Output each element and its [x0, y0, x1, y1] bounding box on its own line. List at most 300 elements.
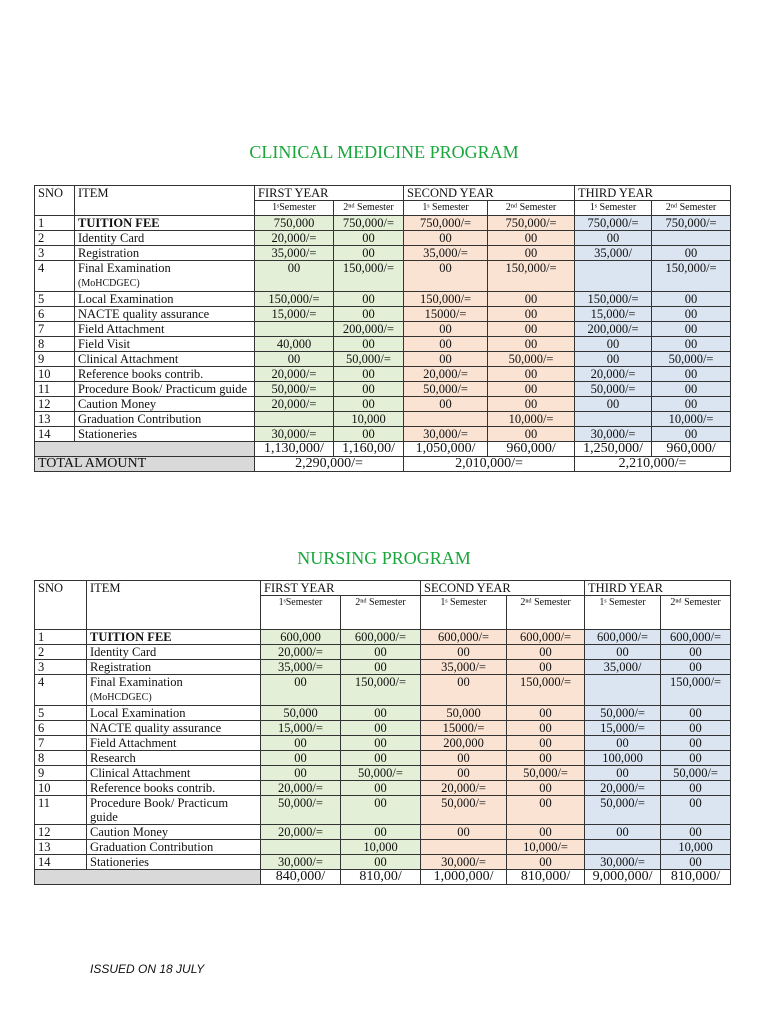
fee-cell: 20,000/=: [575, 367, 652, 382]
fee-cell: 00: [488, 367, 575, 382]
row-sno: 9: [35, 766, 87, 781]
row-sno: 3: [35, 660, 87, 675]
total-amount-label: TOTAL AMOUNT: [35, 457, 255, 472]
row-sno: 11: [35, 382, 75, 397]
fee-cell: 20,000/=: [255, 367, 334, 382]
fee-cell: 00: [341, 855, 421, 870]
fee-cell: 00: [334, 292, 404, 307]
fee-cell: 00: [661, 736, 731, 751]
fee-cell: 600,000/=: [421, 630, 507, 645]
subtotal-cell: 1,160,00/: [334, 442, 404, 457]
table-row: [35, 307, 731, 322]
row-item: [87, 736, 261, 751]
fee-cell: 50,000/=: [334, 352, 404, 367]
header-year2-sem2: 2ⁿᵈ Semester: [488, 201, 575, 216]
total-first-year: 2,290,000/=: [255, 457, 404, 472]
fee-cell: 00: [421, 825, 507, 840]
row-item-label: Reference books contrib.: [90, 781, 216, 795]
row-item: [87, 825, 261, 840]
row-sno: 4: [35, 261, 75, 292]
subtotal-cell: 1,130,000/: [255, 442, 334, 457]
fee-cell: 00: [652, 367, 731, 382]
row-item-label: Identity Card: [78, 231, 145, 245]
row-sno: 8: [35, 337, 75, 352]
row-item: [75, 397, 255, 412]
fee-cell: 00: [652, 246, 731, 261]
fee-cell: 00: [421, 675, 507, 706]
fee-cell: 00: [661, 751, 731, 766]
row-item: [87, 855, 261, 870]
row-item: [75, 412, 255, 427]
fee-cell: 00: [507, 645, 585, 660]
header-year3-sem2: 2ⁿᵈ Semester: [661, 596, 731, 630]
subtotal-cell: 960,000/: [652, 442, 731, 457]
fee-cell: 00: [341, 721, 421, 736]
fee-cell: 00: [488, 337, 575, 352]
table-row: [35, 825, 731, 840]
fee-cell: 50,000/=: [585, 796, 661, 825]
fee-cell: 00: [261, 766, 341, 781]
table-row: [35, 292, 731, 307]
subtotal-cell: 840,000/: [261, 870, 341, 885]
fee-cell: 00: [334, 382, 404, 397]
subtotal-row: [35, 870, 731, 885]
fee-cell: 50,000/=: [661, 766, 731, 781]
fee-cell: 20,000/=: [421, 781, 507, 796]
total-row: [35, 457, 731, 472]
fee-cell: 00: [661, 721, 731, 736]
fee-cell: 00: [507, 781, 585, 796]
row-item-label: Field Attachment: [90, 736, 177, 750]
subtotal-cell: 1,050,000/: [404, 442, 488, 457]
fee-cell: 00: [661, 825, 731, 840]
fee-cell: 50,000/=: [255, 382, 334, 397]
fee-cell: 30,000/=: [575, 427, 652, 442]
fee-cell: 00: [404, 231, 488, 246]
fee-cell: 00: [652, 427, 731, 442]
fee-cell: 00: [507, 825, 585, 840]
subtotal-cell: 1,250,000/: [575, 442, 652, 457]
fee-cell: 00: [341, 796, 421, 825]
row-sno: 1: [35, 216, 75, 231]
row-item-label: Local Examination: [78, 292, 174, 306]
row-item: [87, 660, 261, 675]
fee-cell: 15,000/=: [255, 307, 334, 322]
header-item: ITEM: [87, 581, 261, 630]
row-item: [75, 307, 255, 322]
fee-cell: 00: [488, 307, 575, 322]
fee-cell: 50,000/=: [507, 766, 585, 781]
fee-cell: 00: [255, 352, 334, 367]
row-sno: 4: [35, 675, 87, 706]
fee-cell: 00: [334, 307, 404, 322]
fee-cell: 20,000/=: [261, 825, 341, 840]
table-row: [35, 397, 731, 412]
row-item-label: Clinical Attachment: [78, 352, 179, 366]
fee-cell: 50,000/=: [575, 382, 652, 397]
fee-cell: 35,000/=: [261, 660, 341, 675]
fee-cell: 00: [404, 322, 488, 337]
header-year2-sem2: 2ⁿᵈ Semester: [507, 596, 585, 630]
fee-cell: 00: [661, 781, 731, 796]
subtotal-cell: 1,000,000/: [421, 870, 507, 885]
fee-cell: 00: [341, 781, 421, 796]
header-row-years: [35, 581, 731, 596]
fee-cell: 30,000/=: [404, 427, 488, 442]
fee-cell: 20,000/=: [255, 397, 334, 412]
row-item-label: Caution Money: [78, 397, 157, 411]
clinical-fee-table: [34, 185, 731, 472]
header-first-year: FIRST YEAR: [261, 581, 421, 596]
fee-cell: 150,000/=: [341, 675, 421, 706]
fee-cell: 600,000/=: [341, 630, 421, 645]
fee-cell: 750,000: [255, 216, 334, 231]
fee-cell: 30,000/=: [261, 855, 341, 870]
table-row: [35, 382, 731, 397]
table-row: [35, 766, 731, 781]
row-item-label: Field Attachment: [78, 322, 165, 336]
fee-cell: 15000/=: [404, 307, 488, 322]
row-sno: 7: [35, 322, 75, 337]
row-item-label: Local Examination: [90, 706, 186, 720]
fee-cell: 50,000/=: [488, 352, 575, 367]
row-sno: 5: [35, 706, 87, 721]
fee-cell: 50,000/=: [585, 706, 661, 721]
fee-cell: 00: [575, 231, 652, 246]
fee-cell: 00: [404, 397, 488, 412]
row-item-label: TUITION FEE: [78, 216, 160, 230]
fee-cell: 00: [488, 231, 575, 246]
header-year3-sem1: 1ˢ Semester: [575, 201, 652, 216]
subtotal-cell: 960,000/: [488, 442, 575, 457]
fee-cell: 15,000/=: [261, 721, 341, 736]
row-sno: 6: [35, 307, 75, 322]
table-row: [35, 645, 731, 660]
fee-cell: 20,000/=: [261, 781, 341, 796]
row-sno: 2: [35, 645, 87, 660]
subtotal-cell: 810,000/: [661, 870, 731, 885]
row-item-sublabel: (MoHCDGEC): [90, 692, 152, 703]
fee-cell: [261, 840, 341, 855]
row-item-label: Field Visit: [78, 337, 131, 351]
subtotal-cell: 9,000,000/: [585, 870, 661, 885]
table-row: [35, 630, 731, 645]
fee-cell: 00: [652, 307, 731, 322]
fee-cell: [652, 231, 731, 246]
fee-cell: 00: [341, 660, 421, 675]
row-sno: 8: [35, 751, 87, 766]
table-row: [35, 427, 731, 442]
fee-cell: 750,000/=: [652, 216, 731, 231]
row-sno: 7: [35, 736, 87, 751]
fee-cell: 50,000: [421, 706, 507, 721]
fee-cell: 00: [334, 231, 404, 246]
row-item: [87, 751, 261, 766]
table-row: [35, 322, 731, 337]
subtotal-label-cell: [35, 870, 261, 885]
fee-cell: 00: [575, 352, 652, 367]
fee-cell: [255, 412, 334, 427]
fee-cell: 30,000/=: [585, 855, 661, 870]
fee-cell: 750,000/=: [404, 216, 488, 231]
fee-cell: 150,000/=: [575, 292, 652, 307]
fee-cell: 50,000/=: [261, 796, 341, 825]
fee-cell: 00: [652, 322, 731, 337]
fee-cell: 00: [404, 261, 488, 292]
table-row: [35, 721, 731, 736]
fee-cell: 35,000/=: [404, 246, 488, 261]
fee-cell: 10,000: [341, 840, 421, 855]
table-row: [35, 337, 731, 352]
fee-cell: 35,000/: [585, 660, 661, 675]
fee-cell: 00: [488, 292, 575, 307]
fee-cell: 750,000/=: [334, 216, 404, 231]
fee-cell: 15000/=: [421, 721, 507, 736]
header-row-years: [35, 186, 731, 201]
fee-cell: 00: [488, 382, 575, 397]
fee-cell: 20,000/=: [404, 367, 488, 382]
table-row: [35, 840, 731, 855]
fee-cell: 00: [575, 337, 652, 352]
row-item-label: Clinical Attachment: [90, 766, 191, 780]
fee-cell: 00: [404, 352, 488, 367]
row-item: [87, 721, 261, 736]
fee-cell: 00: [334, 367, 404, 382]
fee-cell: 200,000/=: [334, 322, 404, 337]
fee-cell: 00: [421, 645, 507, 660]
table-row: [35, 231, 731, 246]
row-sno: 12: [35, 397, 75, 412]
fee-cell: [575, 261, 652, 292]
fee-cell: 00: [507, 796, 585, 825]
row-item: [87, 840, 261, 855]
fee-cell: 00: [334, 427, 404, 442]
row-item: [75, 382, 255, 397]
fee-cell: 00: [661, 645, 731, 660]
fee-cell: 00: [507, 855, 585, 870]
fee-cell: 50,000: [261, 706, 341, 721]
fee-cell: 30,000/=: [421, 855, 507, 870]
fee-cell: 00: [575, 397, 652, 412]
fee-cell: [404, 412, 488, 427]
fee-cell: 00: [341, 751, 421, 766]
fee-cell: 00: [507, 751, 585, 766]
row-sno: 9: [35, 352, 75, 367]
table-row: [35, 736, 731, 751]
row-item: [75, 322, 255, 337]
fee-cell: 150,000/=: [334, 261, 404, 292]
row-item: [87, 630, 261, 645]
table-row: [35, 412, 731, 427]
fee-cell: 00: [341, 645, 421, 660]
table-row: [35, 781, 731, 796]
fee-cell: 10,000/=: [652, 412, 731, 427]
table-row: [35, 675, 731, 706]
row-sno: 14: [35, 427, 75, 442]
fee-cell: 00: [334, 246, 404, 261]
row-item: [75, 352, 255, 367]
fee-cell: 200,000: [421, 736, 507, 751]
fee-cell: 600,000/=: [507, 630, 585, 645]
header-item: ITEM: [75, 186, 255, 216]
fee-cell: 150,000/=: [652, 261, 731, 292]
fee-cell: 35,000/: [575, 246, 652, 261]
row-item: [75, 261, 255, 292]
subtotal-row: [35, 442, 731, 457]
fee-cell: 00: [661, 855, 731, 870]
row-sno: 5: [35, 292, 75, 307]
table-row: [35, 367, 731, 382]
table-row: [35, 796, 731, 825]
row-item: [75, 246, 255, 261]
fee-cell: 00: [255, 261, 334, 292]
table-row: [35, 855, 731, 870]
fee-cell: 600,000: [261, 630, 341, 645]
row-item: [75, 367, 255, 382]
row-item-label: Final Examination: [78, 261, 171, 275]
row-sno: 10: [35, 367, 75, 382]
row-item: [87, 766, 261, 781]
row-item: [75, 427, 255, 442]
fee-cell: 20,000/=: [255, 231, 334, 246]
fee-cell: 00: [421, 766, 507, 781]
fee-cell: 10,000: [661, 840, 731, 855]
row-item-label: Identity Card: [90, 645, 157, 659]
fee-cell: 150,000/=: [255, 292, 334, 307]
fee-cell: 00: [661, 796, 731, 825]
row-item-label: Stationeries: [78, 427, 138, 441]
issued-date-note: ISSUED ON 18 JULY: [90, 962, 205, 976]
row-item-label: Graduation Contribution: [78, 412, 202, 426]
row-sno: 10: [35, 781, 87, 796]
header-year3-sem2: 2ⁿᵈ Semester: [652, 201, 731, 216]
fee-cell: 00: [341, 825, 421, 840]
fee-cell: 00: [261, 675, 341, 706]
row-sno: 6: [35, 721, 87, 736]
fee-cell: 50,000/=: [341, 766, 421, 781]
fee-cell: 200,000/=: [575, 322, 652, 337]
row-sno: 2: [35, 231, 75, 246]
row-item: [87, 645, 261, 660]
fee-cell: 00: [661, 706, 731, 721]
row-item-label: Reference books contrib.: [78, 367, 204, 381]
fee-cell: 00: [507, 660, 585, 675]
table-row: [35, 660, 731, 675]
total-third-year: 2,210,000/=: [575, 457, 731, 472]
header-first-year: FIRST YEAR: [255, 186, 404, 201]
fee-cell: 30,000/=: [255, 427, 334, 442]
row-item-label: Registration: [90, 660, 152, 674]
fee-cell: 50,000/=: [404, 382, 488, 397]
fee-cell: 00: [507, 721, 585, 736]
header-year1-sem1: 1ˢSemester: [261, 596, 341, 630]
table-row: [35, 751, 731, 766]
fee-cell: 10,000/=: [507, 840, 585, 855]
header-year2-sem1: 1ˢ Semester: [404, 201, 488, 216]
header-year3-sem1: 1ˢ Semester: [585, 596, 661, 630]
fee-cell: 00: [488, 246, 575, 261]
fee-cell: 15,000/=: [575, 307, 652, 322]
header-year1-sem2: 2ⁿᵈ Semester: [334, 201, 404, 216]
fee-cell: 100,000: [585, 751, 661, 766]
nursing-fee-table: [34, 580, 731, 885]
row-sno: 13: [35, 412, 75, 427]
fee-cell: 150,000/=: [661, 675, 731, 706]
row-item-label: NACTE quality assurance: [90, 721, 222, 735]
fee-cell: 00: [261, 736, 341, 751]
fee-cell: 00: [261, 751, 341, 766]
row-sno: 11: [35, 796, 87, 825]
clinical-program-title: CLINICAL MEDICINE PROGRAM: [249, 142, 519, 162]
row-item: [75, 292, 255, 307]
header-third-year: THIRD YEAR: [575, 186, 731, 201]
table-row: [35, 216, 731, 231]
fee-cell: 00: [507, 736, 585, 751]
header-year1-sem2: 2ⁿᵈ Semester: [341, 596, 421, 630]
row-item: [87, 796, 261, 825]
fee-cell: 20,000/=: [585, 781, 661, 796]
fee-cell: 00: [404, 337, 488, 352]
row-item: [75, 231, 255, 246]
header-sno: SNO: [35, 581, 87, 630]
header-sno: SNO: [35, 186, 75, 216]
row-item-label: NACTE quality assurance: [78, 307, 210, 321]
row-item: [87, 675, 261, 706]
row-item-sublabel: (MoHCDGEC): [78, 278, 140, 289]
fee-cell: [255, 322, 334, 337]
row-item-label: TUITION FEE: [90, 630, 172, 644]
subtotal-cell: 810,000/: [507, 870, 585, 885]
fee-cell: 00: [334, 397, 404, 412]
fee-cell: 00: [652, 397, 731, 412]
fee-cell: 00: [652, 292, 731, 307]
table-row: [35, 261, 731, 292]
fee-cell: [421, 840, 507, 855]
fee-cell: 50,000/=: [421, 796, 507, 825]
fee-cell: [575, 412, 652, 427]
fee-cell: 00: [652, 382, 731, 397]
fee-cell: 600,000/=: [661, 630, 731, 645]
row-sno: 13: [35, 840, 87, 855]
fee-cell: [585, 840, 661, 855]
fee-cell: 00: [585, 766, 661, 781]
fee-cell: 00: [334, 337, 404, 352]
nursing-program-title: NURSING PROGRAM: [297, 548, 471, 568]
row-item-label: Procedure Book/ Practicum guide: [90, 796, 229, 824]
fee-cell: 00: [488, 322, 575, 337]
row-item-label: Procedure Book/ Practicum guide: [78, 382, 248, 396]
fee-cell: 35,000/=: [421, 660, 507, 675]
fee-cell: 00: [661, 660, 731, 675]
header-year1-sem1: 1ˢSemester: [255, 201, 334, 216]
row-item-label: Registration: [78, 246, 140, 260]
header-third-year: THIRD YEAR: [585, 581, 731, 596]
subtotal-label-cell: [35, 442, 255, 457]
fee-cell: 00: [585, 736, 661, 751]
row-item-label: Stationeries: [90, 855, 150, 869]
table-row: [35, 352, 731, 367]
fee-cell: 00: [341, 736, 421, 751]
fee-cell: 00: [652, 337, 731, 352]
fee-cell: 10,000/=: [488, 412, 575, 427]
row-item: [75, 216, 255, 231]
fee-cell: 15,000/=: [585, 721, 661, 736]
fee-cell: 00: [488, 397, 575, 412]
table-row: [35, 706, 731, 721]
row-sno: 12: [35, 825, 87, 840]
row-item-label: Final Examination: [90, 675, 183, 689]
fee-cell: 00: [585, 645, 661, 660]
